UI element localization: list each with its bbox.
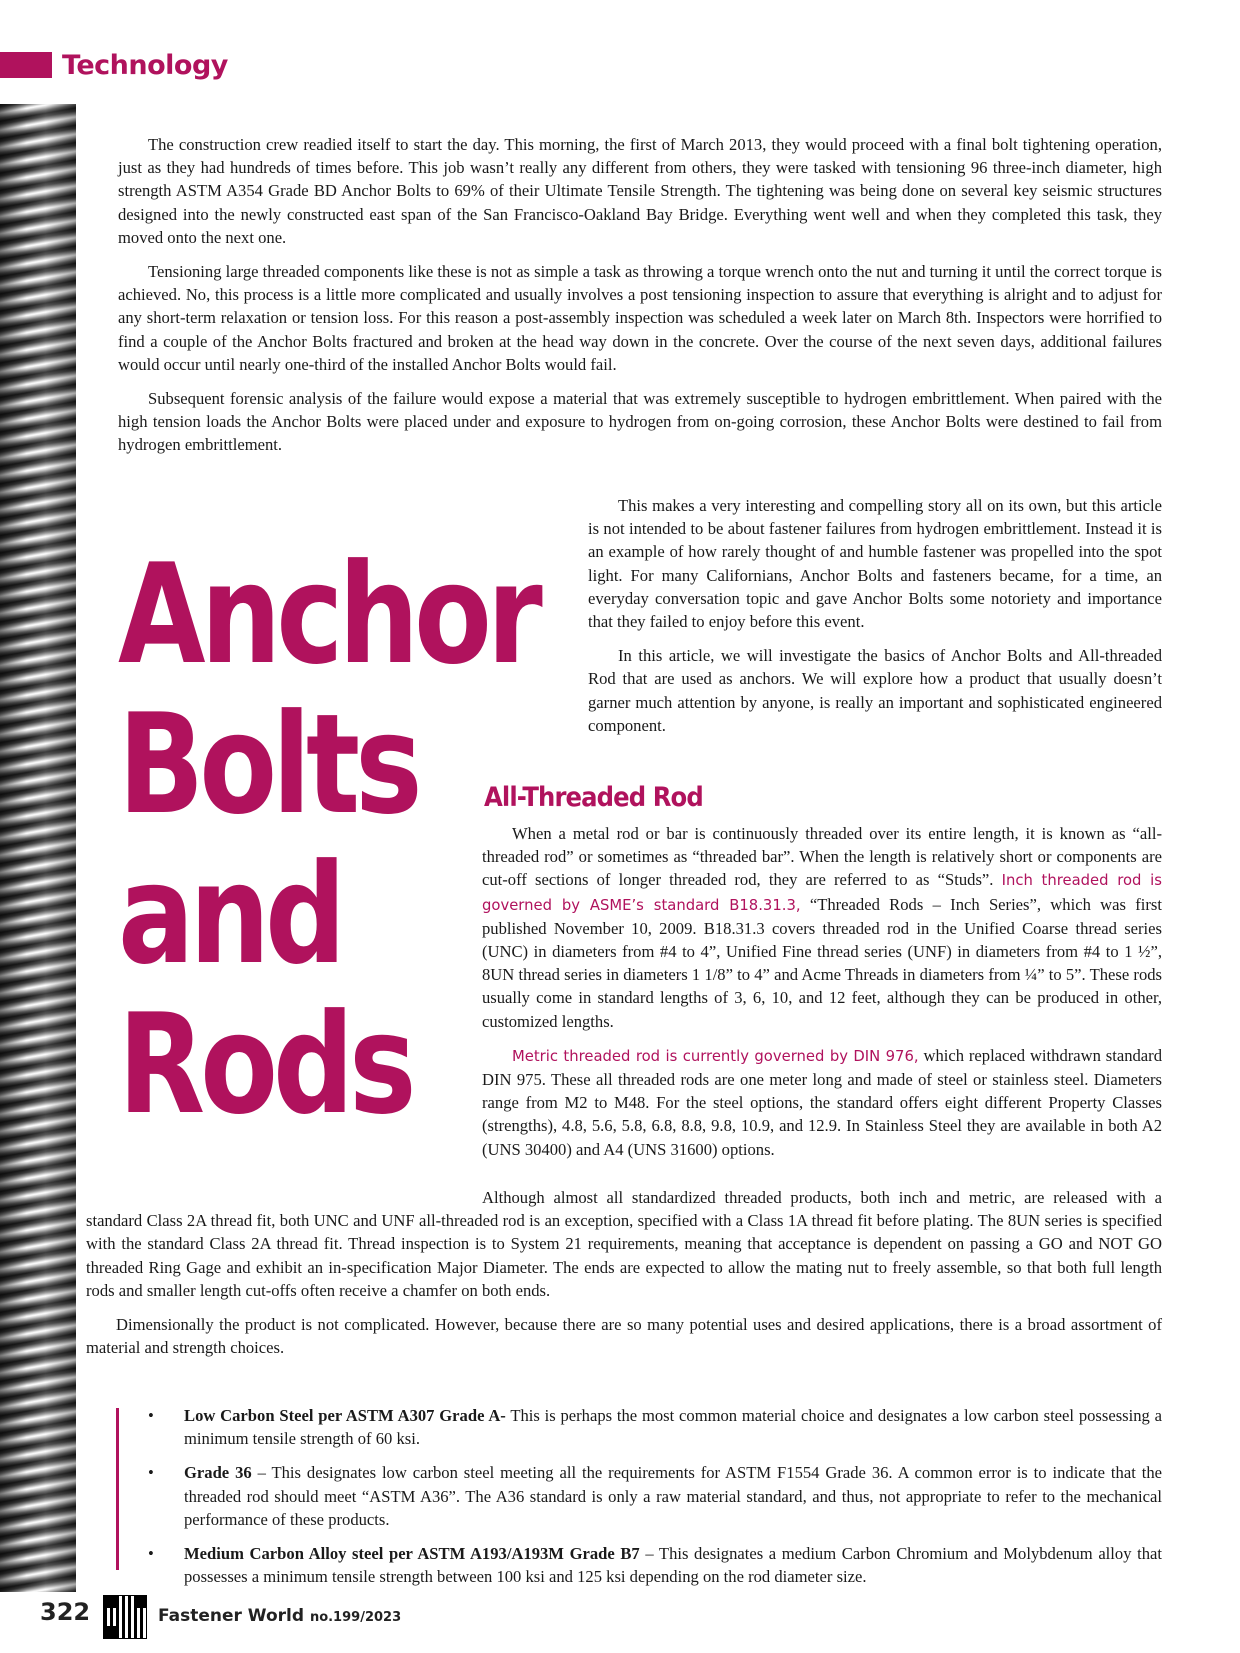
list-item-text: This is perhaps the most common material choice and designates a low carbon steel possessing a minimum tensile strength of 60 ksi. [184, 1406, 1162, 1449]
rod-paragraph-1a: When a metal rod or bar is continuously threaded over its entire length, it is known as “all-threaded rod” or sometimes as “threaded bar”. When the length is relatively short or components are cut-off sections of longer threaded rod, they are referred to as “Studs”. [482, 824, 1162, 890]
bullet-icon: • [148, 1544, 154, 1564]
qr-code-icon [104, 1596, 146, 1638]
bullet-accent-rule [116, 1408, 119, 1570]
list-item-text: – This designates a medium Carbon Chromium and Molybdenum alloy that possesses a minimum tensile strength between 100 ksi and 125 ksi depending on the rod diameter size. [184, 1544, 1162, 1587]
intro-paragraph-2: Tensioning large threaded components like these is not as simple a task as throwing a torque wrench onto the nut and turning it until the correct torque is achieved. No, this process is a little more complicated and usually involves a post tensioning inspection to assure that everything is alright and to adjust for any short-term relaxation or tension loss. For this reason a post-assembly inspection was scheduled a week later on March 8th. Inspectors were horrified to find a couple of the Anchor Bolts fractured and broken at the head way down in the concrete. Over the course of the next seven days, additional failures would occur until nearly one-third of the installed Anchor Bolts would fail. [118, 262, 1162, 374]
thread-fit-lead: Although almost all standardized threaded products, both inch and metric, are released with a standard Class 2A thread fit, both UNC and UNF all-threaded rod is an [86, 1188, 1162, 1231]
material-list [148, 1404, 1162, 1599]
title-line-2: Bolts [118, 684, 418, 845]
list-item [148, 1542, 1162, 1588]
intro-text [118, 133, 1162, 468]
right-column-text [588, 494, 1162, 748]
thread-fit-paragraph [86, 1186, 1162, 1302]
all-threaded-rod-text [482, 822, 1162, 1172]
rod-paragraph-2b: which replaced withdrawn standard DIN 975. These all threaded rods are one meter long and made of steel or stainless steel. Diameters range from M2 to M48. For the steel options, the standard offers eight different Property Classes (strengths), 4.8, 5.6, 5.8, 6.8, 8.8, 9.8, 10.9, and 12.9. In Stainless Steel they are available in both A2 (UNS 30400) and A4 (UNS 31600) options. [482, 1045, 1162, 1159]
title-line-4: Rods [118, 984, 412, 1145]
page-footer [0, 1596, 1240, 1640]
issue-number: no.199/2023 [309, 1610, 402, 1625]
right-paragraph-2: In this article, we will investigate the basics of Anchor Bolts and All-threaded Rod that are used as anchors. We will explore how a product that usually doesn’t garner much attention by anyone, is really an important and sophisticated engineered component. [588, 646, 1162, 735]
list-item [148, 1404, 1162, 1450]
article-title [118, 534, 538, 1145]
list-item-term: Medium Carbon Alloy steel per ASTM A193/A193M Grade B7 [184, 1544, 640, 1564]
thread-fit-rest: exception, specified with a Class 1A thread fit before plating. The 8UN series is specified with the standard Class 2A thread fit. Thread inspection is to System 21 requirements, meaning that acceptance is dependent on passing a GO and NOT GO threaded Ring Gage and exhibit an in-specification Major Diameter. The ends are expected to allow the mating nut to freely assemble, so that both full length rods and smaller length cut-offs often receive a chamfer on both ends. [86, 1211, 1162, 1300]
inch-standard-highlight: Inch threaded rod is governed by ASME’s standard B18.31.3, [482, 872, 1162, 914]
list-item-text: – This designates low carbon steel meeting all the requirements for ASTM F1554 Grade 36. A common error is to indicate that the threaded rod should meet “ASTM A36”. The A36 standard is only a raw material standard, and thus, not appropriate to refer to the mechanical performance of these products. [184, 1463, 1162, 1529]
bottom-text [86, 1186, 1162, 1370]
intro-paragraph-1: The construction crew readied itself to start the day. This morning, the first of March 2013, they would proceed with a final bolt tightening operation, just as they had hundreds of times before. This job wasn’t really any different from others, they were tasked with tensioning 96 three-inch diameter, high strength ASTM A354 Grade BD Anchor Bolts to 69% of their Ultimate Tensile Strength. The tightening was being done on several key seismic structures designed into the newly constructed east span of the San Francisco-Oakland Bay Bridge. Everything went well and when they completed this task, they moved onto the next one. [118, 135, 1162, 247]
publication-name [158, 1606, 401, 1626]
section-heading: All-Threaded Rod [484, 782, 703, 813]
header-accent-bar [0, 52, 52, 78]
title-line-3: and [118, 834, 342, 995]
rod-paragraph-1 [482, 822, 1162, 1033]
list-item-term: Low Carbon Steel per ASTM A307 Grade A- [184, 1406, 506, 1425]
bullet-icon: • [148, 1463, 154, 1483]
right-paragraph-1: This makes a very interesting and compelling story all on its own, but this article is not intended to be about fastener failures from hydrogen embrittlement. Instead it is an example of how rarely thought of and humble fastener was propelled into the spot light. For many Californians, Anchor Bolts and fasteners became, for a time, an everyday conversation topic and gave Anchor Bolts some notoriety and importance that they failed to enjoy before this event. [588, 496, 1162, 632]
list-item [148, 1461, 1162, 1531]
page-number: 322 [40, 1598, 91, 1626]
title-line-1: Anchor [118, 534, 538, 695]
bullet-icon: • [148, 1406, 154, 1425]
intro-paragraph-3: Subsequent forensic analysis of the failure would expose a material that was extremely susceptible to hydrogen embrittlement. When paired with the high tension loads the Anchor Bolts were placed under and exposure to hydrogen from on-going corrosion, these Anchor Bolts were destined to fail from hydrogen embrittlement. [118, 389, 1162, 455]
dimensions-paragraph: Dimensionally the product is not complicated. However, because there are so many potential uses and desired applications, there is a broad assortment of material and strength choices. [86, 1315, 1162, 1358]
section-tag: Technology [62, 50, 228, 81]
publication-title: Fastener World [158, 1606, 305, 1626]
threaded-rod-image [0, 104, 76, 1592]
rod-paragraph-2 [482, 1044, 1162, 1161]
rod-paragraph-1b: “Threaded Rods – Inch Series”, which was first published November 10, 2009. B18.31.3 covers threaded rod in the Unified Coarse thread series (UNC) in diameters from #4 to 4”, Unified Fine thread series (UNF) in diameters from #4 to 1 ½”, 8UN thread series in diameters 1 1/8” to 4” and Acme Threads in diameters from ¼” to 5”. These rods usually come in standard lengths of 3, 6, 10, and 12 feet, although they can be produced in other, customized lengths. [482, 894, 1162, 1031]
metric-standard-highlight: Metric threaded rod is currently governed by DIN 976, [512, 1047, 919, 1065]
list-item-term: Grade 36 [184, 1463, 252, 1483]
